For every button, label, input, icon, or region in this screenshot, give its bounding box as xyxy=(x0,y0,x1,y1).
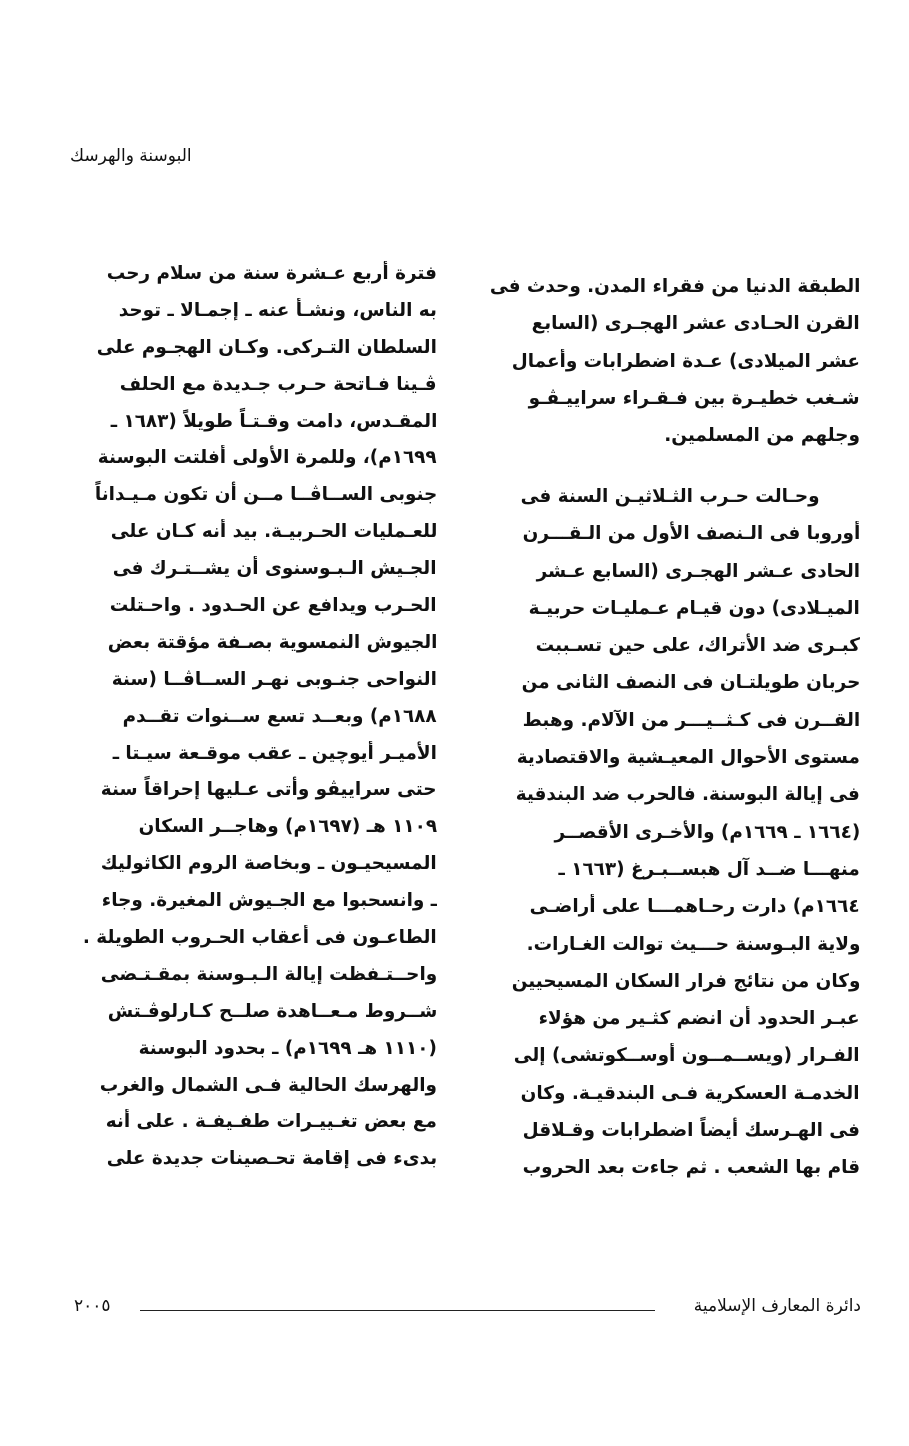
text-line-content: عشر الميلادى) عـدة اضطرابات وأعمال xyxy=(511,350,860,372)
text-line-content: ١٦٦٤م) دارت رحـاهمـــا على أراضـى xyxy=(530,896,860,918)
text-line-content: الحـرب ويدافع عن الحـدود . واحـتلت xyxy=(110,595,437,617)
text-line-content: وكان من نتائج فرار السكان المسيحيين xyxy=(511,970,860,992)
right-column-paragraph-1 xyxy=(455,268,860,454)
text-line-content: ١١٠٩ هـ (١٦٩٧م) وهاجــر السكان xyxy=(138,816,437,838)
text-line xyxy=(62,588,437,625)
text-line xyxy=(455,417,860,454)
text-line-content: الجيوش النمسوية بصـفة مؤقتة بعض xyxy=(107,631,437,653)
text-line xyxy=(62,477,437,514)
text-line-content: والهرسك الحالية فـى الشمال والغرب xyxy=(99,1074,437,1096)
text-line-content: حتى سراييڤو وأتى عـليها إحراقاً سنة xyxy=(101,779,437,801)
text-line-content: المقـدس، دامت وقـتـاً طويلاً (١٦٨٣ ـ xyxy=(110,410,437,432)
text-line xyxy=(62,736,437,773)
text-line xyxy=(62,1141,437,1178)
text-line-content: القــرن فى كـثــيـــر من الآلام. وهبط xyxy=(522,709,860,731)
text-line-content: جنوبى الســاڤــا مــن أن تكون مـيـداناً xyxy=(94,484,437,506)
text-line xyxy=(62,699,437,736)
text-line xyxy=(62,625,437,662)
text-line xyxy=(62,662,437,699)
text-line xyxy=(455,380,860,417)
text-line-content: السلطان التـركى. وكـان الهجـوم على xyxy=(96,336,437,358)
text-line-content: كبـرى ضد الأتراك، على حين تسـببت xyxy=(535,635,860,657)
text-line-content: شـغب خطيـرة بين فـقـراء سراييـڤـو xyxy=(529,387,860,409)
text-line-content: ولاية البـوسنة حـــيث توالت الغـارات. xyxy=(526,933,860,955)
text-line-content: النواحى جنـوبى نهـر الســاڤــا (سنة xyxy=(111,668,437,690)
text-line xyxy=(62,256,437,293)
text-line-content: الميـلادى) دون قيـام عـمليـات حربيـة xyxy=(528,597,860,619)
text-line-content: (١١١٠ هـ ١٦٩٩م) ـ بحدود البوسنة xyxy=(138,1037,437,1059)
text-line xyxy=(455,590,860,627)
text-line-content: منهـــا ضــد آل هبســبـرغ (١٦٦٣ ـ xyxy=(558,858,860,880)
text-line-content: الجـيش الـبـوسنوى أن يشــتـرك فى xyxy=(113,558,437,580)
text-line xyxy=(455,1000,860,1037)
text-line-content: المسيحيـون ـ وبخاصة الروم الكاثوليك xyxy=(101,853,437,875)
text-line-content: ١٦٩٩م)، وللمرة الأولى أفلتت البوسنة xyxy=(98,447,437,469)
text-line xyxy=(62,883,437,920)
text-line xyxy=(455,1112,860,1149)
text-line-content: ١٦٨٨م) وبعــد تسع ســنوات تقــدم xyxy=(123,705,437,727)
text-line xyxy=(62,846,437,883)
text-line-content: واحــتـفظت إيالة الـبـوسنة بمقـتـضى xyxy=(100,963,437,985)
text-line xyxy=(62,293,437,330)
text-line-content: الطبقة الدنيا من فقراء المدن. وحدث فى xyxy=(489,276,860,297)
text-line xyxy=(455,1149,860,1186)
text-line xyxy=(455,1075,860,1112)
text-line xyxy=(455,1037,860,1074)
left-column-text xyxy=(62,256,437,1178)
text-line-content: بدىء فى إقامة تحـصينات جديدة على xyxy=(106,1148,437,1170)
text-line xyxy=(455,814,860,851)
text-line xyxy=(455,664,860,701)
text-line-content: الطاعـون فى أعقاب الحـروب الطويلة . xyxy=(83,927,437,949)
text-line-content: عبـر الحدود أن انضم كثـير من هؤلاء xyxy=(539,1008,860,1030)
text-line xyxy=(62,994,437,1031)
text-line-content: أوروبا فى الـنصف الأول من الـقـــرن xyxy=(522,523,860,545)
text-line-content: مع بعض تغـييـرات طفـيفـة . على أنه xyxy=(105,1111,437,1133)
text-line xyxy=(455,553,860,590)
text-line xyxy=(62,404,437,441)
text-line-content: الفـرار (ويســمــون أوســكوتشى) إلى xyxy=(514,1045,860,1067)
text-line-content: شــروط مـعــاهدة صلــح كـارلوڤـتش xyxy=(107,1000,437,1022)
text-line xyxy=(62,772,437,809)
text-line xyxy=(455,776,860,813)
text-line xyxy=(62,957,437,994)
footer-rule xyxy=(140,1310,655,1311)
text-line xyxy=(62,440,437,477)
text-line xyxy=(455,963,860,1000)
right-column-paragraph-2 xyxy=(455,478,860,1187)
text-line xyxy=(455,268,860,305)
text-line-content: وحـالت حـرب الثـلاثيـن السنة فى xyxy=(521,486,820,507)
text-line xyxy=(62,514,437,551)
text-line-content: فى إيالة البوسنة. فالحرب ضد البندقية xyxy=(515,784,860,806)
text-line-content: به الناس، ونشـأ عنه ـ إجمـالا ـ توحد xyxy=(118,299,437,321)
text-line-content: ـ وانسحبوا مع الجـيوش المغيرة. وجاء xyxy=(101,890,437,912)
text-line xyxy=(455,926,860,963)
text-line xyxy=(62,1068,437,1105)
text-line xyxy=(62,367,437,404)
text-line-content: فى الهـرسك أيضاً اضطرابات وقـلاقل xyxy=(522,1120,860,1142)
text-line xyxy=(455,739,860,776)
text-line-content: مستوى الأحوال المعيـشية والاقتصادية xyxy=(516,747,860,769)
footer-publication-title: دائرة المعارف الإسلامية xyxy=(693,1296,861,1316)
text-line xyxy=(455,343,860,380)
text-line xyxy=(62,809,437,846)
text-line xyxy=(62,551,437,588)
running-header: البوسنة والهرسك xyxy=(70,146,192,166)
text-line xyxy=(62,920,437,957)
text-line-content: وجلهم من المسلمين. xyxy=(664,425,860,447)
text-line-content: الحادى عـشر الهجـرى (السابع عـشر xyxy=(536,560,860,582)
text-line xyxy=(455,851,860,888)
page-number: ٢٠٠٥ xyxy=(74,1296,111,1316)
text-line-content: الأميـر أيوچين ـ عقب موقـعة سيـتا ـ xyxy=(112,742,437,764)
text-line xyxy=(62,1104,437,1141)
text-line-content: فترة أربع عـشرة سنة من سلام رحب xyxy=(106,263,437,284)
text-line-content: القرن الحـادى عشر الهجـرى (السابع xyxy=(531,313,860,335)
text-line-content: قام بها الشعب . ثم جاءت بعد الحروب xyxy=(522,1157,860,1179)
text-line xyxy=(62,330,437,367)
text-line-content: الخدمـة العسكرية فـى البندقيـة. وكان xyxy=(521,1082,860,1104)
text-line-content: (١٦٦٤ ـ ١٦٦٩م) والأخـرى الأقصــر xyxy=(554,821,860,843)
text-line-content: حربان طويلتـان فى النصف الثانى من xyxy=(521,672,860,694)
text-line xyxy=(455,515,860,552)
text-line-content: للعـمليات الحـربيـة. بيد أنه كـان على xyxy=(110,521,437,543)
text-line xyxy=(62,1031,437,1068)
text-line xyxy=(455,305,860,342)
text-line xyxy=(455,478,860,515)
text-line xyxy=(455,888,860,925)
text-line-content: ڤـينا فـاتحة حـرب جـديدة مع الحلف xyxy=(120,373,437,395)
text-line xyxy=(455,702,860,739)
text-line xyxy=(455,627,860,664)
